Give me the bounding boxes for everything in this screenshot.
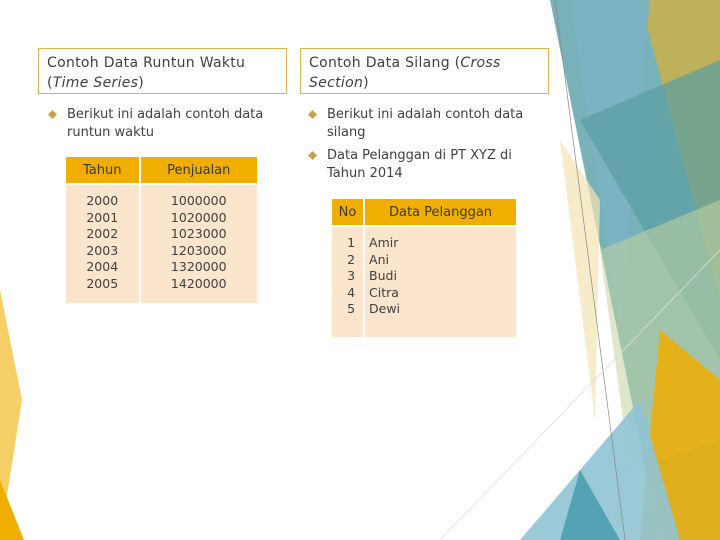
time-series-bullet-line2: runtun waktu (67, 125, 154, 140)
data-pelanggan-column (365, 227, 516, 337)
time-series-bullet (48, 106, 288, 146)
table-cell: Citra (369, 284, 399, 300)
cross-section-bullet-1 (308, 106, 548, 146)
table-cell: 2002 (86, 226, 119, 242)
table-cell: 1 (347, 235, 356, 250)
table-cell: 5 (347, 301, 356, 317)
table-cell: 1023000 (170, 226, 227, 242)
table-cell: Ani (369, 251, 389, 267)
tahun-column (66, 185, 139, 303)
cross-section-heading-paren-close: ) (363, 75, 369, 91)
header-tahun: Tahun (66, 157, 139, 183)
cross-section-heading-line1: Contoh Data Silang ( (309, 55, 461, 71)
cross-section-heading (300, 48, 549, 94)
time-series-heading-paren-open: ( (47, 75, 53, 91)
table-cell: 1203000 (170, 242, 227, 258)
table-cell: Budi (369, 268, 397, 284)
header-no: No (332, 199, 363, 225)
diamond-bullet-icon (48, 110, 57, 119)
table-cell: Amir (369, 235, 399, 250)
time-series-heading (38, 48, 287, 94)
table-cell: 2005 (86, 275, 119, 291)
table-cell: 3 (347, 268, 356, 284)
penjualan-column (141, 185, 257, 303)
time-series-heading-paren-close: ) (138, 75, 145, 91)
cross-section-bullet-1-line1: Berikut ini adalah contoh data (327, 107, 524, 122)
cross-section-bullet-2-line2: Tahun 2014 (327, 166, 403, 181)
header-penjualan: Penjualan (141, 157, 257, 183)
table-cell: 1020000 (170, 209, 227, 225)
table-cell: 2003 (86, 242, 119, 258)
cross-section-bullet-2 (308, 147, 548, 187)
table-cell: 4 (347, 284, 356, 300)
diamond-bullet-icon (308, 151, 317, 160)
diamond-bullet-icon (308, 110, 317, 119)
table-cell: Dewi (369, 301, 401, 317)
time-series-table (64, 155, 259, 305)
cross-section-heading-italic1: Cross (460, 55, 501, 71)
header-data-pelanggan: Data Pelanggan (365, 199, 516, 225)
cross-section-table (330, 197, 518, 339)
cross-section-heading-italic2: Section (309, 75, 364, 91)
table-cell: 2001 (86, 209, 119, 225)
table-cell: 1000000 (170, 193, 227, 208)
table-cell: 1420000 (170, 275, 227, 291)
table-cell: 2004 (86, 259, 119, 275)
no-column (332, 227, 363, 337)
cross-section-bullet-2-line1: Data Pelanggan di PT XYZ di (327, 148, 512, 163)
time-series-bullet-line1: Berikut ini adalah contoh data (67, 107, 264, 122)
table-cell: 2000 (86, 193, 119, 208)
time-series-heading-line1: Contoh Data Runtun Waktu (47, 55, 246, 71)
table-cell: 2 (347, 251, 356, 267)
table-cell: 1320000 (170, 259, 227, 275)
cross-section-bullet-1-line2: silang (327, 125, 366, 140)
time-series-heading-italic: Time Series (52, 75, 139, 91)
